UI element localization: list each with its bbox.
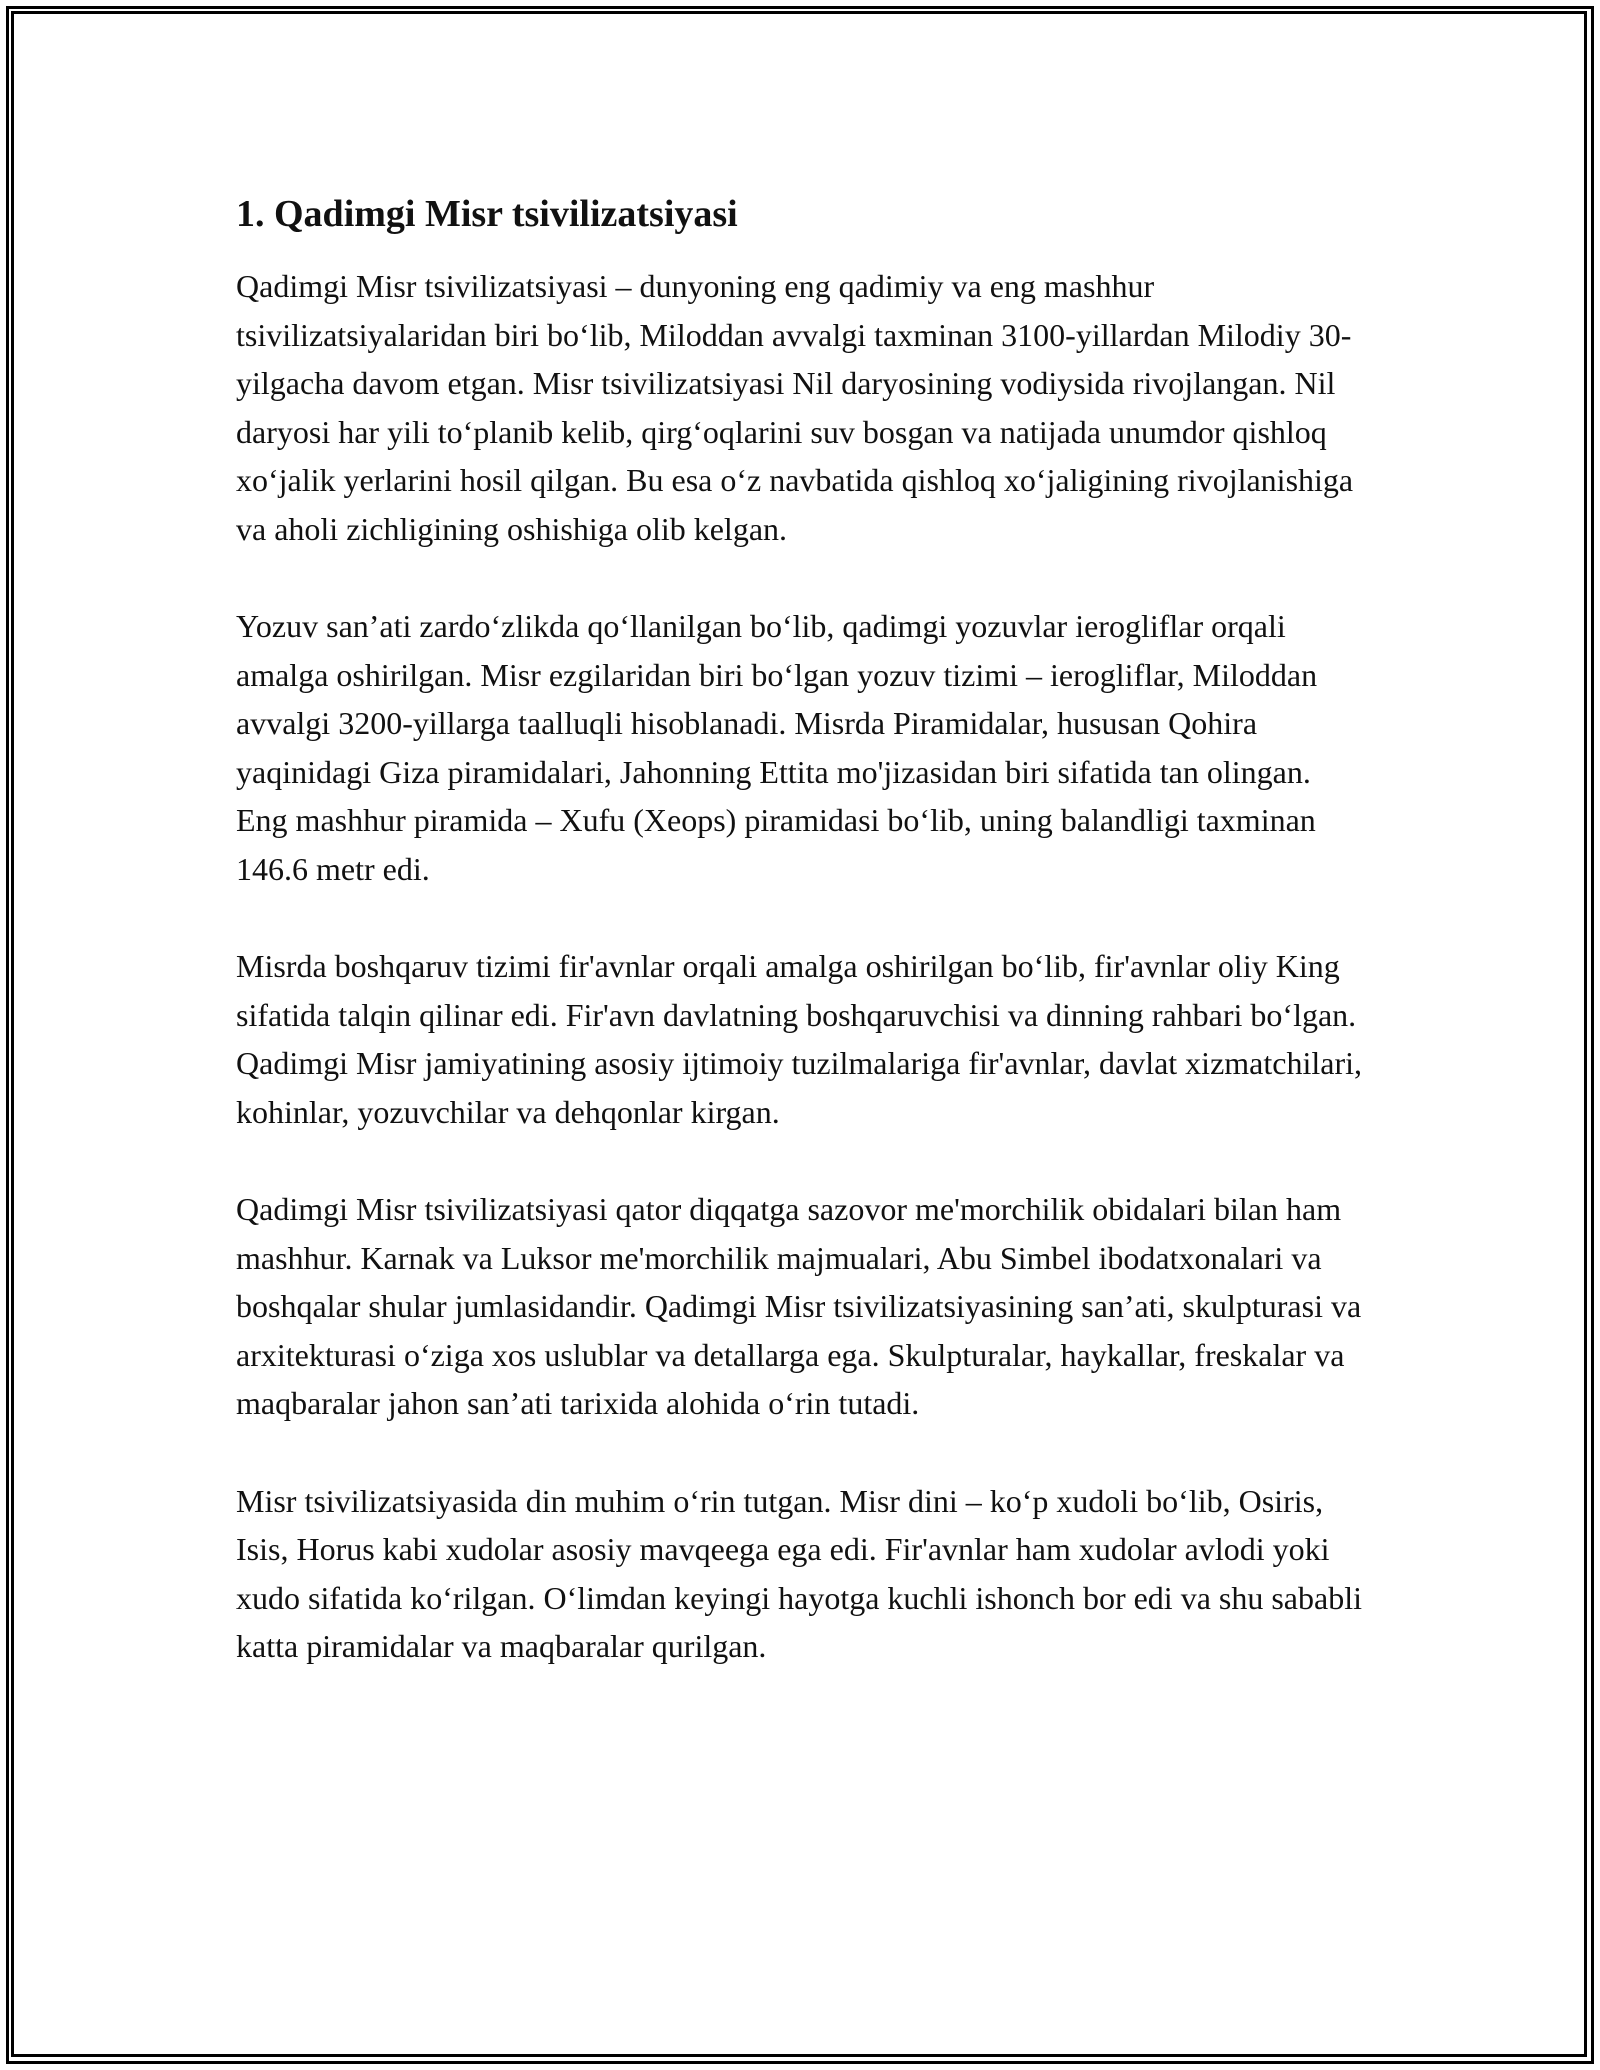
paragraph-government: Misrda boshqaruv tizimi fir'avnlar orqali amalga oshirilgan bo‘lib, fir'avnlar oliy King sifatida talqin qilinar edi. Fir'avn davlatning boshqaruvchisi va dinning rahbari bo‘lgan. Qadimgi Misr jamiyatining asosiy ijtimoiy tuzilmalariga fir'avnlar, davlat xizmatchilari, kohinlar, yozuvchilar va dehqonlar kirgan.: [236, 948, 1362, 1130]
paragraph-religion: Misr tsivilizatsiyasida din muhim o‘rin tutgan. Misr dini – ko‘p xudoli bo‘lib, Osiris, Isis, Horus kabi xudolar asosiy mavqeega ega edi. Fir'avnlar ham xudolar avlodi yoki xudo sifatida ko‘rilgan. O‘limdan keyingi hayotga kuchli ishonch bor edi va shu sababli katta piramidalar va maqbaralar qurilgan.: [236, 1482, 1362, 1664]
paragraph-overview: Qadimgi Misr tsivilizatsiyasi – dunyoning eng qadimiy va eng mashhur tsivilizatsiyalaridan biri bo‘lib, Miloddan avvalgi taxminan 3100-yillardan Milodiy 30-yilgacha davom etgan. Misr tsivilizatsiyasi Nil daryosining vodiysida rivojlangan. Nil daryosi har yili to‘planib kelib, qirg‘oqlarini suv bosgan va natijada unumdor qishloq xo‘jalik yerlarini hosil qilgan. Bu esa o‘z navbatida qishloq xo‘jaligining rivojlanishiga va aholi zichligining oshishiga olib kelgan.: [236, 268, 1354, 547]
document-body: [236, 188, 1366, 1720]
paragraph-architecture: Qadimgi Misr tsivilizatsiyasi qator diqqatga sazovor me'morchilik obidalari bilan ham mashhur. Karnak va Luksor me'morchilik majmualari, Abu Simbel ibodatxonalari va boshqalar shular jumlasidandir. Qadimgi Misr tsivilizatsiyasining san’ati, skulpturasi va arxitekturasi o‘ziga xos uslublar va detallarga ega. Skulpturalar, haykallar, freskalar va maqbaralar jahon san’ati tarixida alohida o‘rin tutadi.: [236, 1191, 1362, 1421]
paragraph-writing-pyramids: Yozuv san’ati zardo‘zlikda qo‘llanilgan bo‘lib, qadimgi yozuvlar ierogliflar orqali amalga oshirilgan. Misr ezgilaridan biri bo‘lgan yozuv tizimi – ierogliflar, Miloddan avvalgi 3200-yillarga taalluqli hisoblanadi. Misrda Piramidalar, hususan Qohira yaqinidagi Giza piramidalari, Jahonning Ettita mo'jizasidan biri sifatida tan olingan. Eng mashhur piramida – Xufu (Xeops) piramidasi bo‘lib, uning balandligi taxminan 146.6 metr edi.: [236, 608, 1318, 887]
document-title: 1. Qadimgi Misr tsivilizatsiyasi: [236, 193, 738, 235]
